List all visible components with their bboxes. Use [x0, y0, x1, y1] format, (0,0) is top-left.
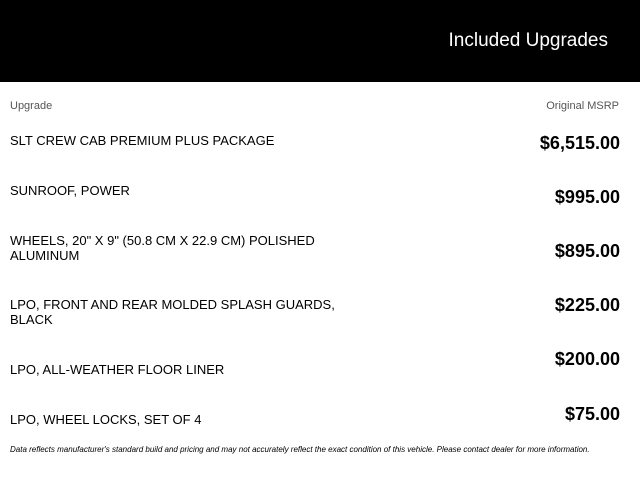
column-header-msrp: Original MSRP: [546, 100, 619, 112]
column-header-upgrade: Upgrade: [10, 100, 53, 112]
upgrade-name: LPO, FRONT AND REAR MOLDED SPLASH GUARDS, BLACK: [10, 297, 335, 327]
page-title: Included Upgrades: [448, 30, 608, 51]
upgrade-name: LPO, ALL-WEATHER FLOOR LINER: [10, 362, 225, 377]
disclaimer-text: Data reflects manufacturer's standard build and pricing and may not accurately reflect the exact condition of this vehicle. Please contact dealer for more information.: [10, 445, 590, 454]
upgrade-name: LPO, WHEEL LOCKS, SET OF 4: [10, 412, 202, 427]
upgrade-price: $6,515.00: [539, 133, 620, 153]
upgrade-name: WHEELS, 20" X 9" (50.8 CM X 22.9 CM) POLISHED ALUMINUM: [10, 233, 315, 263]
upgrade-name: SUNROOF, POWER: [10, 183, 130, 198]
header-bar: [0, 0, 640, 82]
upgrade-name: SLT CREW CAB PREMIUM PLUS PACKAGE: [10, 133, 275, 148]
upgrade-price: $895.00: [554, 241, 620, 261]
upgrade-price: $75.00: [564, 404, 620, 424]
upgrade-price: $225.00: [554, 295, 620, 315]
upgrade-price: $200.00: [554, 349, 620, 369]
upgrade-price: $995.00: [554, 187, 620, 207]
